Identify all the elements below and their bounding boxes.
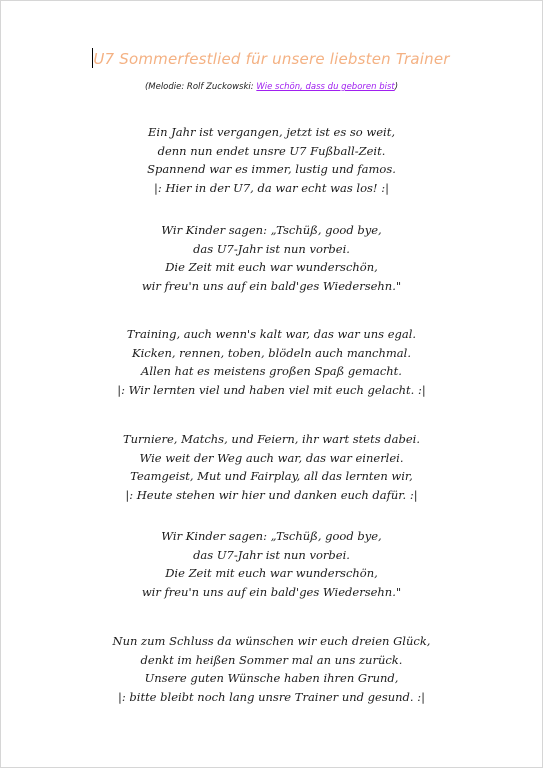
stanza-line: Ein Jahr ist vergangen, jetzt ist es so weit, bbox=[148, 125, 395, 139]
stanza-line: wir freu'n uns auf ein bald'ges Wiedersehn." bbox=[141, 278, 402, 293]
stanza-line: Spannend war es immer, lustig und famos. bbox=[147, 162, 396, 176]
stanza-line: das U7-Jahr ist nun vorbei. bbox=[193, 241, 350, 256]
stanza-line: Teamgeist, Mut und Fairplay, all das lernten wir, bbox=[130, 469, 413, 483]
stanza-line: denkt im heißen Sommer mal an uns zurück. bbox=[140, 652, 403, 667]
stanza-line: Unsere guten Wünsche haben ihren Grund, bbox=[144, 671, 399, 685]
song-title: U7 Sommerfestlied für unsere liebsten Trainer bbox=[93, 50, 450, 68]
stanza-line: |: Wir lernten viel und haben viel mit euch gelacht. :| bbox=[117, 382, 426, 397]
melody-prefix: (Melodie: Rolf Zuckowski: bbox=[144, 82, 257, 92]
melody-suffix: ) bbox=[394, 82, 399, 92]
stanza-4 bbox=[1, 430, 542, 504]
stanza-6 bbox=[1, 632, 542, 706]
stanza-line: Nun zum Schluss da wünschen wir euch dreien Glück, bbox=[112, 634, 431, 648]
melody-credit bbox=[1, 82, 542, 92]
stanza-5 bbox=[1, 527, 542, 601]
stanza-line: Wie weit der Weg auch war, das war einerlei. bbox=[139, 450, 404, 465]
stanza-line: denn nun endet unsre U7 Fußball-Zeit. bbox=[157, 143, 386, 158]
stanza-line: |: bitte bleibt noch lang unsre Trainer und gesund. :| bbox=[118, 689, 425, 704]
stanza-1 bbox=[1, 123, 542, 197]
stanza-line: Wir Kinder sagen: „Tschüß, good bye, bbox=[161, 529, 382, 543]
stanza-line: Allen hat es meistens großen Spaß gemacht. bbox=[141, 364, 402, 378]
stanza-line: Turniere, Matchs, und Feiern, ihr wart stets dabei. bbox=[122, 432, 420, 446]
stanza-line: Wir Kinder sagen: „Tschüß, good bye, bbox=[161, 223, 382, 237]
stanza-line: Die Zeit mit euch war wunderschön, bbox=[165, 260, 378, 274]
stanza-line: |: Heute stehen wir hier und danken euch dafür. :| bbox=[125, 487, 418, 502]
stanza-line: Kicken, rennen, toben, blödeln auch manchmal. bbox=[131, 345, 411, 360]
melody-link[interactable]: Wie schön, dass du geboren bist bbox=[256, 82, 395, 92]
stanza-2 bbox=[1, 221, 542, 295]
stanza-line: wir freu'n uns auf ein bald'ges Wiedersehn." bbox=[141, 584, 402, 599]
stanza-line: Training, auch wenn's kalt war, das war uns egal. bbox=[126, 327, 417, 341]
stanza-line: |: Hier in der U7, da war echt was los! :| bbox=[154, 180, 389, 195]
stanza-3 bbox=[1, 325, 542, 399]
stanza-line: Die Zeit mit euch war wunderschön, bbox=[165, 566, 378, 580]
stanza-line: das U7-Jahr ist nun vorbei. bbox=[193, 547, 350, 562]
